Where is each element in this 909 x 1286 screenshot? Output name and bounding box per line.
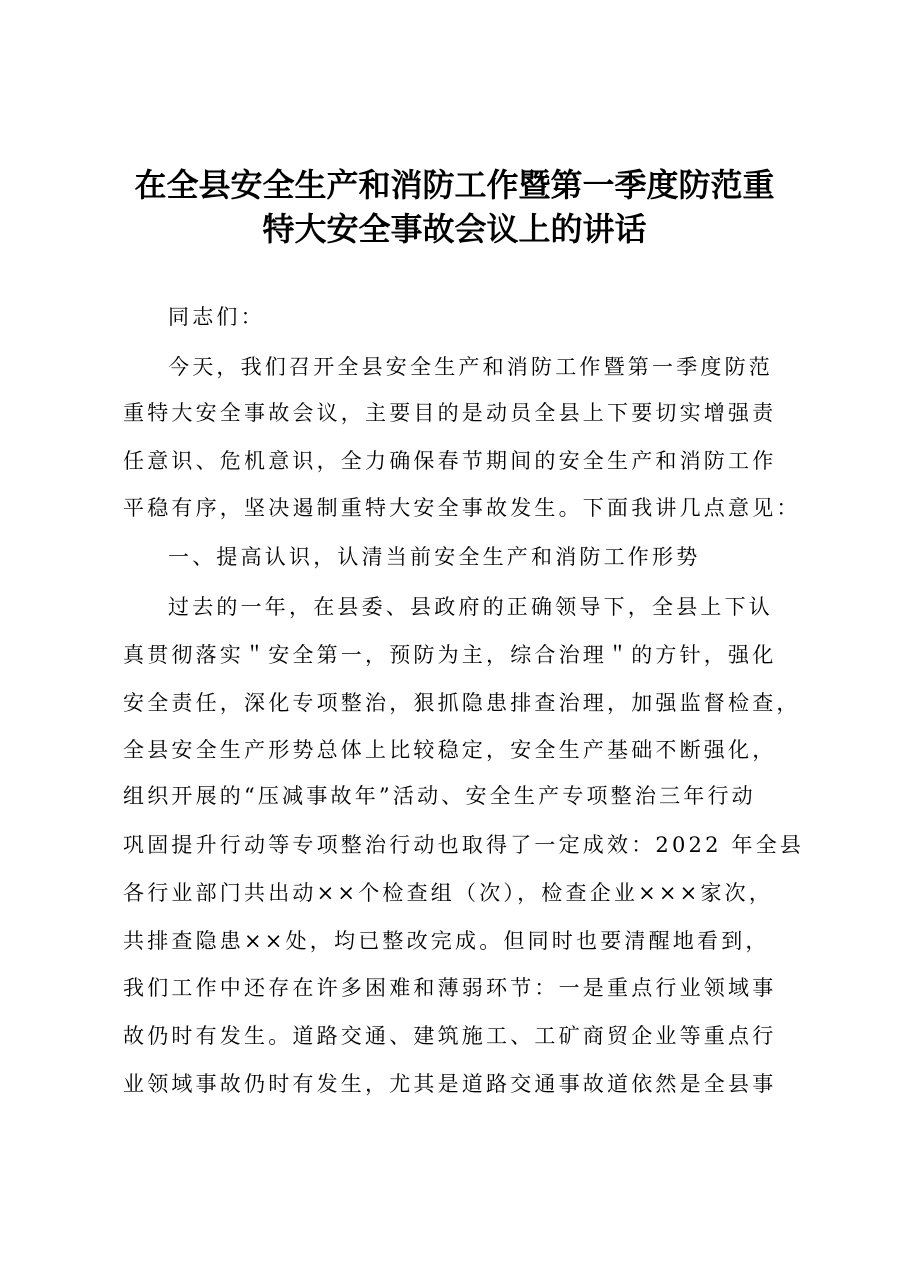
- paragraph-line: 过去的一年，在县委、县政府的正确领导下，全县上下认: [168, 595, 773, 619]
- paragraph-line: 我们工作中还存在许多困难和薄弱环节：一是重点行业领域事: [123, 976, 777, 1000]
- document-title-line-2: 特大安全事故会议上的讲话: [262, 210, 647, 248]
- paragraph-line: 共排查隐患××处，均已整改完成。但同时也要清醒地看到，: [123, 929, 770, 953]
- salutation: 同志们：: [168, 305, 265, 329]
- paragraph-line: 任意识、危机意识，全力确保春节期间的安全生产和消防工作: [123, 449, 777, 473]
- paragraph-line: 真贯彻落实＂安全第一，预防为主，综合治理＂的方针，强化: [123, 643, 777, 667]
- paragraph-line: 各行业部门共出动××个检查组（次），检查企业×××家次，: [123, 881, 774, 905]
- paragraph-line: 巩固提升行动等专项整治行动也取得了一定成效：2022 年全县: [123, 833, 805, 857]
- paragraph-line: 今天，我们召开全县安全生产和消防工作暨第一季度防范: [168, 355, 773, 379]
- paragraph-line: 组织开展的“压减事故年”活动、安全生产专项整治三年行动: [123, 784, 756, 808]
- paragraph-line: 全县安全生产形势总体上比较稳定，安全生产基础不断强化，: [123, 738, 777, 762]
- paragraph-line: 安全责任，深化专项整治，狠抓隐患排查治理，加强监督检查，: [123, 691, 801, 715]
- paragraph-line: 故仍时有发生。道路交通、建筑施工、工矿商贸企业等重点行: [123, 1024, 777, 1048]
- document-title-line-1: 在全县安全生产和消防工作暨第一季度防范重: [134, 166, 775, 204]
- paragraph-line: 业领域事故仍时有发生，尤其是道路交通事故道依然是全县事: [123, 1072, 777, 1096]
- section-heading: 一、提高认识，认清当前安全生产和消防工作形势: [168, 545, 701, 569]
- paragraph-line: 重特大安全事故会议，主要目的是动员全县上下要切实增强责: [123, 401, 777, 425]
- paragraph-line: 平稳有序，坚决遏制重特大安全事故发生。下面我讲几点意见：: [123, 496, 801, 520]
